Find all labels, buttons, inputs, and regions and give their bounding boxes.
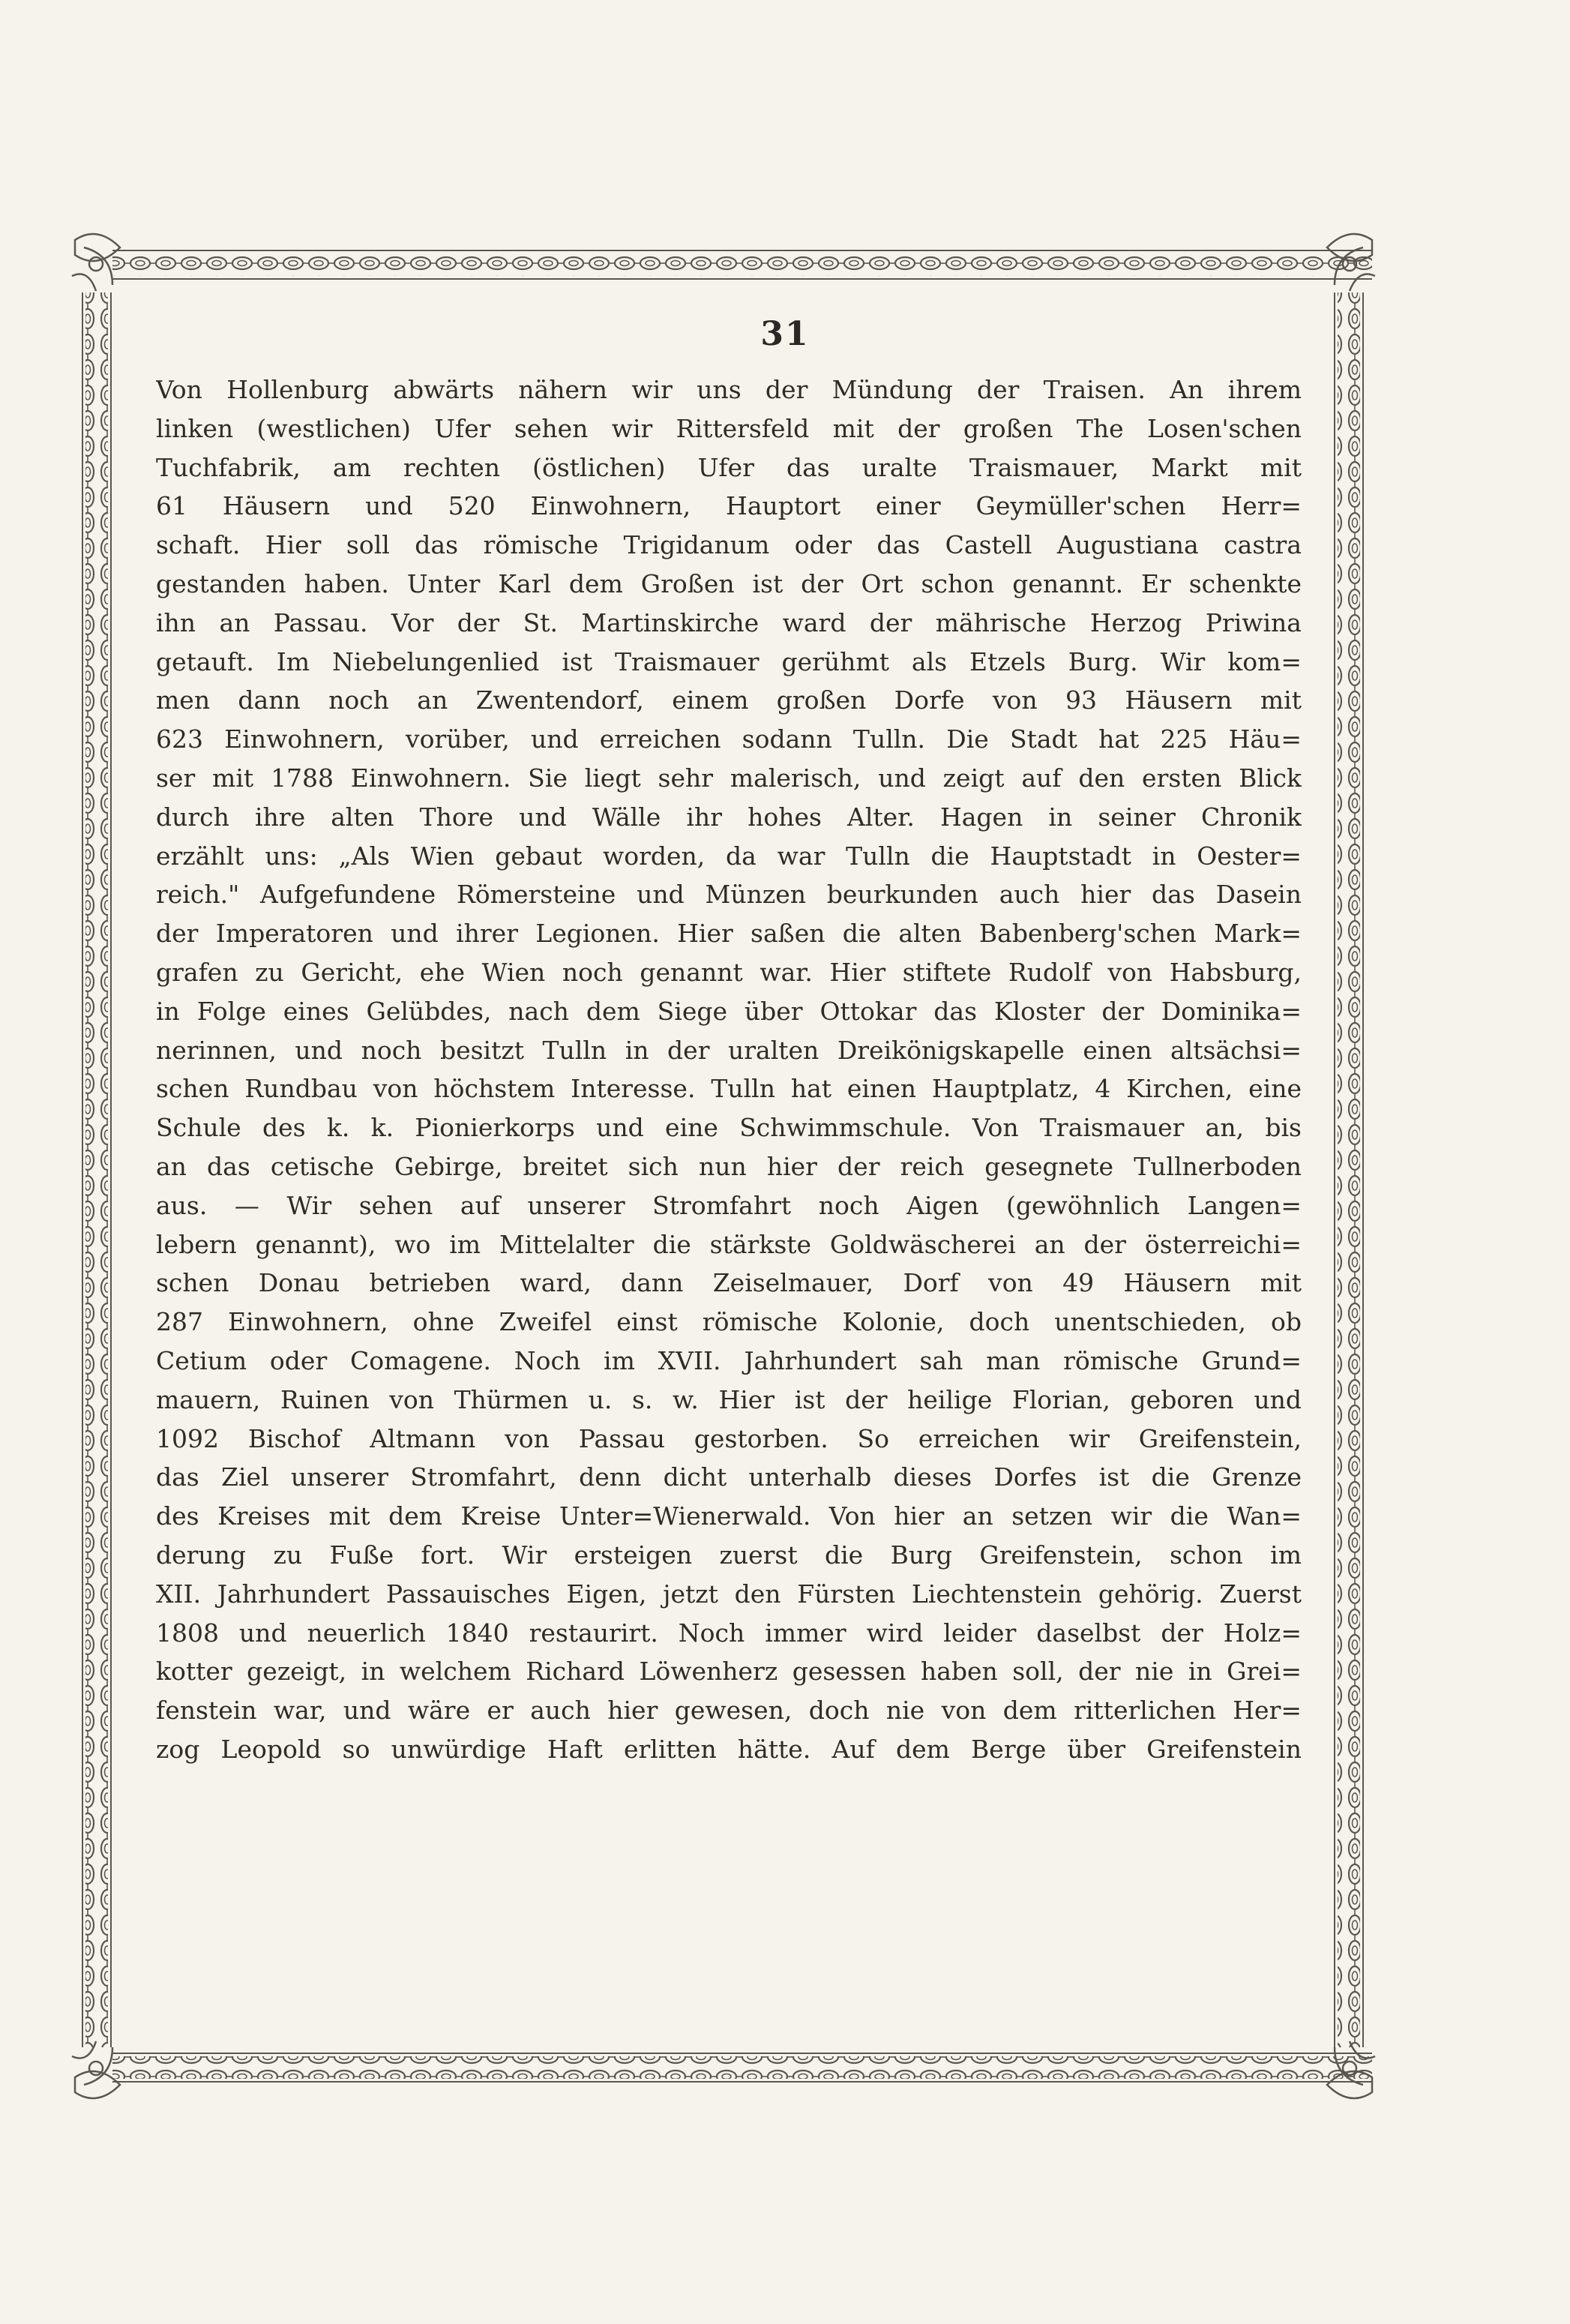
text-line: fenstein war, und wäre er auch hier gewesen, doch nie von dem ritterlichen Her=	[156, 1696, 1302, 1726]
text-line: des Kreises mit dem Kreise Unter=Wienerwald. Von hier an setzen wir die Wan=	[156, 1501, 1302, 1531]
text-line: gestanden haben. Unter Karl dem Großen ist der Ort schon genannt. Er schenkte	[156, 568, 1302, 598]
text-line: reich." Aufgefundene Römersteine und Münzen beurkunden auch hier das Dasein	[156, 880, 1302, 910]
text-line: 1808 und neuerlich 1840 restaurirt. Noch immer wird leider daselbst der Holz=	[156, 1618, 1302, 1648]
text-line: Cetium oder Comagene. Noch im XVII. Jahrhundert sah man römische Grund=	[156, 1345, 1302, 1375]
text-line: ihn an Passau. Vor der St. Martinskirche ward der mährische Herzog Priwina	[156, 607, 1302, 637]
text-line: kotter gezeigt, in welchem Richard Löwenherz gesessen haben soll, der nie in Grei=	[156, 1657, 1302, 1687]
text-line: Tuchfabrik, am rechten (östlichen) Ufer das uralte Traismauer, Markt mit	[156, 452, 1302, 482]
text-line: ser mit 1788 Einwohnern. Sie liegt sehr malerisch, und zeigt auf den ersten Blick	[156, 763, 1302, 793]
text-line: schaft. Hier soll das römische Trigidanum oder das Castell Augustiana castra	[156, 530, 1302, 560]
text-line: linken (westlichen) Ufer sehen wir Rittersfeld mit der großen The Losen'schen	[156, 413, 1302, 443]
text-line: das Ziel unserer Stromfahrt, denn dicht unterhalb dieses Dorfes ist die Grenze	[156, 1462, 1302, 1492]
text-line: durch ihre alten Thore und Wälle ihr hohes Alter. Hagen in seiner Chronik	[156, 802, 1302, 832]
text-line: zog Leopold so unwürdige Haft erlitten hätte. Auf dem Berge über Greifenstein	[156, 1734, 1302, 1764]
text-line: mauern, Ruinen von Thürmen u. s. w. Hier ist der heilige Florian, geboren und	[156, 1384, 1302, 1414]
text-line: XII. Jahrhundert Passauisches Eigen, jetzt den Fürsten Liechtenstein gehörig. Zuerst	[156, 1579, 1302, 1609]
text-line: Von Hollenburg abwärts nähern wir uns der Mündung der Traisen. An ihrem	[156, 375, 1302, 404]
text-line: in Folge eines Gelübdes, nach dem Siege über Ottokar das Kloster der Dominika=	[156, 996, 1302, 1026]
text-line: Schule des k. k. Pionierkorps und eine Schwimmschule. Von Traismauer an, bis	[156, 1113, 1302, 1143]
text-line: schen Donau betrieben ward, dann Zeiselmauer, Dorf von 49 Häusern mit	[156, 1268, 1302, 1298]
text-line: an das cetische Gebirge, breitet sich nun hier der reich gesegnete Tullnerboden	[156, 1151, 1302, 1181]
body-text	[156, 370, 1302, 1769]
text-line: getauft. Im Niebelungenlied ist Traismauer gerühmt als Etzels Burg. Wir kom=	[156, 646, 1302, 676]
text-line: men dann noch an Zwentendorf, einem großen Dorfe von 93 Häusern mit	[156, 685, 1302, 715]
text-line: 1092 Bischof Altmann von Passau gestorben. So erreichen wir Greifenstein,	[156, 1423, 1302, 1453]
text-line: der Imperatoren und ihrer Legionen. Hier saßen die alten Babenberg'schen Mark=	[156, 919, 1302, 949]
text-line: lebern genannt), wo im Mittelalter die stärkste Goldwäscherei an der österreichi=	[156, 1229, 1302, 1259]
page-number: 31	[760, 315, 810, 353]
text-line: aus. — Wir sehen auf unserer Stromfahrt noch Aigen (gewöhnlich Langen=	[156, 1190, 1302, 1220]
text-line: schen Rundbau von höchstem Interesse. Tulln hat einen Hauptplatz, 4 Kirchen, eine	[156, 1074, 1302, 1104]
text-line: derung zu Fuße fort. Wir ersteigen zuerst die Burg Greifenstein, schon im	[156, 1540, 1302, 1570]
text-line: erzählt uns: „Als Wien gebaut worden, da war Tulln die Hauptstadt in Oester=	[156, 841, 1302, 871]
text-line: 287 Einwohnern, ohne Zweifel einst römische Kolonie, doch unentschieden, ob	[156, 1307, 1302, 1337]
text-line: nerinnen, und noch besitzt Tulln in der uralten Dreikönigskapelle einen altsächsi=	[156, 1035, 1302, 1065]
text-line: 623 Einwohnern, vorüber, und erreichen sodann Tulln. Die Stadt hat 225 Häu=	[156, 724, 1302, 754]
text-line: grafen zu Gericht, ehe Wien noch genannt war. Hier stiftete Rudolf von Habsburg,	[156, 957, 1302, 987]
text-line: 61 Häusern und 520 Einwohnern, Hauptort einer Geymüller'schen Herr=	[156, 491, 1302, 521]
